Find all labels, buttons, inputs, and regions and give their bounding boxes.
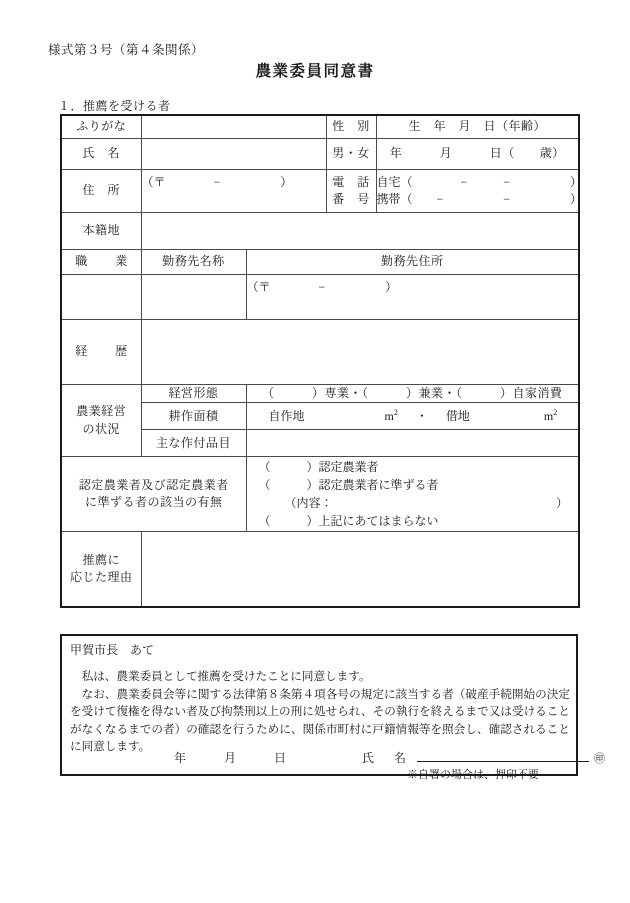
table-row-name [61, 139, 579, 170]
reason-label-line1: 推薦に [82, 553, 120, 567]
form-number: 様式第３号（第４条関係） [48, 43, 205, 57]
reason-label-line2: 応じた理由 [69, 570, 133, 585]
certified-farmer-label [61, 457, 246, 532]
name-label: 氏 名 [61, 139, 141, 170]
registry-value[interactable] [141, 213, 579, 250]
furigana-value[interactable] [141, 115, 326, 139]
area-separator: ・ [415, 409, 428, 424]
table-row-certified-farmer [61, 457, 579, 532]
phone-mobile-value[interactable]: 携帯（ − − ） [376, 192, 583, 206]
farm-status-label-line1: 農業経営 [76, 404, 127, 419]
address-label: 住 所 [61, 170, 141, 213]
gender-value[interactable]: 男・女 [326, 139, 376, 170]
phone-home-value[interactable]: 自宅（ − − ） [376, 174, 583, 189]
career-label: 経 歴 [61, 320, 141, 385]
signature-row [362, 748, 605, 766]
registry-label: 本籍地 [61, 213, 141, 250]
workplace-name-label: 勤務先名称 [141, 250, 246, 275]
farm-status-label [61, 385, 141, 457]
farm-status-label-line2: の状況 [82, 421, 120, 436]
gender-label: 性 別 [326, 115, 376, 139]
consent-paragraph-1: 私は、農業委員として推薦を受けたことに同意します。 [81, 670, 371, 683]
certified-detail-label: （内容： [284, 496, 333, 511]
consent-paragraph-2: なお、農業委員会等に関する法律第８条第４項各号の規定に該当する者（破産手続開始の決定を受けて復権を得ない者及び拘禁刑以上の刑に処せられ、その執行を終えるまで又は受けることがなくなるまでの者）の確認を行うために、関係市町村に戸籍情報等を照会し、確認されることに同意します。 [70, 687, 570, 754]
phone-values [376, 170, 583, 213]
workplace-address-postal[interactable]: （〒 − ） [246, 275, 579, 320]
management-type-label: 経営形態 [141, 385, 246, 403]
reason-value[interactable] [141, 532, 579, 608]
certified-option-1[interactable]: （ ）認定農業者 [258, 460, 379, 475]
reason-label [61, 532, 141, 608]
applicant-info-table [60, 114, 583, 608]
addressee: 甲賀市長 あて [70, 643, 155, 657]
occupation-value[interactable] [61, 275, 141, 320]
section-title: １．推薦を受ける者 [58, 99, 171, 113]
management-type-value[interactable]: （ ）専業・（ ）兼業・（ ）自家消費 [246, 385, 579, 403]
birth-date-header: 生 年 月 日（年齢） [376, 115, 579, 139]
rented-land-unit: $m^2$ [543, 408, 558, 424]
table-row-address [61, 170, 579, 213]
seal-icon: ㊞ [594, 753, 606, 765]
consent-body [70, 668, 570, 756]
phone-label-line1: 電 話 [332, 174, 370, 189]
workplace-address-label: 勤務先住所 [246, 250, 579, 275]
consent-statement-box [60, 634, 606, 781]
certified-option-2-detail[interactable] [259, 494, 579, 512]
page-title: 農業委員同意書 [255, 63, 375, 80]
signature-note: ※自署の場合は、押印不要 [407, 769, 539, 781]
rented-land-label: 借地 [445, 409, 470, 424]
table-row-management-type [61, 385, 579, 403]
signature-input-line[interactable] [417, 748, 589, 762]
workplace-name-value[interactable] [141, 275, 246, 320]
table-row-registry [61, 213, 579, 250]
certified-farmer-options [246, 457, 579, 532]
main-crops-value[interactable] [246, 430, 579, 457]
certified-option-2[interactable]: （ ）認定農業者に準ずる者 [258, 478, 439, 493]
signature-date-line[interactable]: 年 月 日 [174, 751, 287, 765]
table-row-occupation-value [61, 275, 579, 320]
signature-label: 氏 名 [362, 751, 411, 765]
certified-label-line1: 認定農業者及び認定農業者 [78, 478, 229, 492]
table-row-career [61, 320, 579, 385]
name-value[interactable] [141, 139, 326, 170]
birth-date-value[interactable]: 年 月 日（ 歳） [376, 139, 579, 170]
owned-land-label: 自作地 [268, 409, 305, 424]
cultivated-area-label: 耕作面積 [141, 403, 246, 430]
phone-label-line2: 番 号 [332, 192, 370, 206]
certified-detail-close: ） [555, 496, 568, 511]
owned-land-unit: $m^2$ [384, 408, 398, 424]
phone-label [326, 170, 376, 213]
address-postal-code[interactable]: （〒 − ） [141, 170, 326, 213]
furigana-label: ふりがな [61, 115, 141, 139]
table-row-occupation-header [61, 250, 579, 275]
certified-label-line2: に準ずる者の該当の有無 [84, 495, 223, 510]
table-row-reason [61, 532, 579, 608]
main-crops-label: 主な作付品目 [141, 430, 246, 457]
table-row-furigana [61, 115, 579, 139]
certified-option-3[interactable]: （ ）上記にあてはまらない [258, 514, 439, 529]
cultivated-area-value[interactable] [246, 403, 579, 430]
career-value[interactable] [141, 320, 579, 385]
occupation-label: 職 業 [61, 250, 141, 275]
